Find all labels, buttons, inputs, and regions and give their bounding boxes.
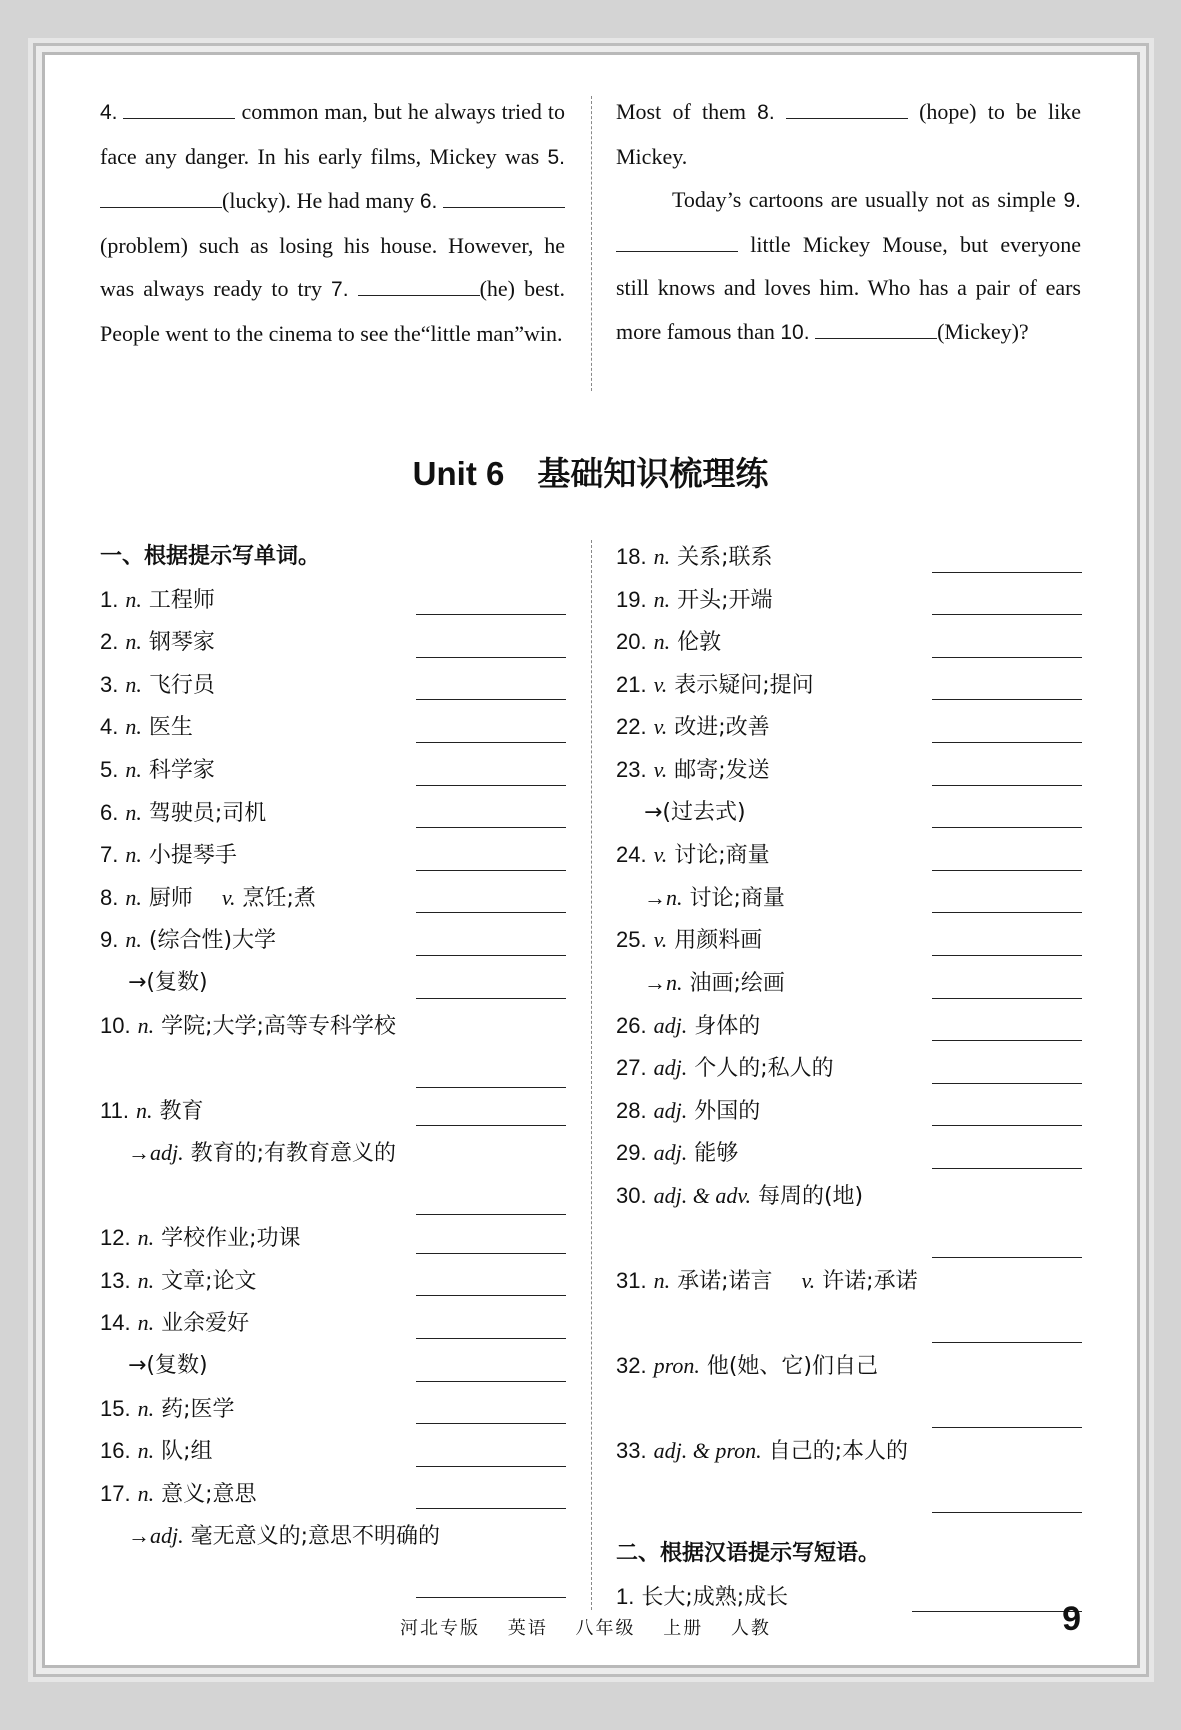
answer-line[interactable] <box>416 614 566 615</box>
list-item <box>616 877 1082 920</box>
part-of-speech: v. <box>653 756 668 782</box>
list-item <box>100 834 566 877</box>
item-hint: 队;组 <box>161 1439 213 1465</box>
footer-grade: 八年级 <box>575 1618 636 1639</box>
list-item <box>100 1388 566 1431</box>
part-of-speech: n. <box>125 799 142 825</box>
derived-form-hint: 油画;绘画 <box>689 970 785 996</box>
blank-number: 10. <box>780 320 810 344</box>
item-number: 10. <box>100 1012 131 1038</box>
footer-edition: 河北专版 <box>400 1618 480 1639</box>
item-hint: 小提琴手 <box>148 843 237 869</box>
part-of-speech: n. <box>135 1097 153 1123</box>
derived-form-label: →n. <box>644 884 683 910</box>
item-hint: 身体的 <box>694 1013 761 1039</box>
list-item <box>616 1005 1082 1048</box>
blank-number: 8. <box>757 101 775 124</box>
item-hint: 承诺;诺言 <box>677 1268 773 1294</box>
item-hint: 钢琴家 <box>148 630 215 656</box>
part-of-speech: n. <box>125 884 142 910</box>
item-hint: 开头;开端 <box>677 587 773 613</box>
item-hint: (综合性)大学 <box>148 928 277 954</box>
part-of-speech: adj. <box>653 1140 688 1166</box>
derived-form-hint: →(复数) <box>128 1352 208 1378</box>
answer-line[interactable] <box>932 1427 1082 1428</box>
part-of-speech: n. <box>137 1225 155 1251</box>
list-item <box>616 919 1082 962</box>
item-hint: 改进;改善 <box>674 715 770 741</box>
part-of-speech: n. <box>125 586 142 612</box>
item-hint: 学校作业;功课 <box>161 1226 301 1252</box>
item-hint: 每周的(地) <box>757 1183 864 1209</box>
unit-title: Unit 6 基础知识梳理练 <box>412 455 769 492</box>
answer-line[interactable] <box>416 699 566 700</box>
item-hint: 许诺;承诺 <box>822 1268 918 1294</box>
list-item <box>100 877 566 920</box>
item-number: 29. <box>616 1140 647 1166</box>
answer-line[interactable] <box>416 998 566 999</box>
section-heading: 一、根据提示写单词。 <box>100 544 321 569</box>
part-of-speech: v. <box>653 927 668 953</box>
part-of-speech: n. <box>137 1438 155 1464</box>
answer-line[interactable] <box>416 1214 566 1215</box>
answer-line[interactable] <box>416 1423 566 1424</box>
list-item <box>100 1302 566 1345</box>
list-item <box>100 1132 566 1217</box>
list-item <box>616 1047 1082 1090</box>
answer-line[interactable] <box>416 827 566 828</box>
item-number: 3. <box>100 671 119 697</box>
list-item <box>616 834 1082 877</box>
derived-form-label: →adj. <box>128 1523 184 1549</box>
part-of-speech: v. <box>653 714 668 740</box>
list-item <box>616 536 1082 579</box>
item-hint: 自己的;本人的 <box>768 1438 908 1464</box>
item-number: 2. <box>100 629 119 655</box>
list-item <box>616 749 1082 792</box>
column-divider <box>591 540 592 1610</box>
answer-blank-5[interactable] <box>100 185 222 208</box>
part-of-speech: n. <box>653 586 671 612</box>
list-item <box>100 1473 566 1516</box>
exercise-left-column <box>100 536 566 1600</box>
item-hint: 工程师 <box>148 587 215 613</box>
item-number: 9. <box>100 927 119 953</box>
answer-line[interactable] <box>932 827 1082 828</box>
item-number: 6. <box>100 799 119 825</box>
list-item <box>616 1090 1082 1133</box>
answer-line[interactable] <box>932 614 1082 615</box>
answer-line[interactable] <box>416 742 566 743</box>
answer-line[interactable] <box>932 572 1082 573</box>
part-of-speech: n. <box>125 671 142 697</box>
list-item <box>100 1260 566 1303</box>
derived-form-hint: →(过去式) <box>644 799 746 825</box>
item-number: 8. <box>100 884 119 910</box>
answer-line[interactable] <box>932 912 1082 913</box>
list-item <box>100 1515 566 1600</box>
item-hint: 能够 <box>694 1141 739 1167</box>
list-item <box>616 1576 1082 1619</box>
part-of-speech: n. <box>137 1480 155 1506</box>
part-of-speech: v. <box>801 1267 816 1293</box>
item-number: 13. <box>100 1267 131 1293</box>
list-item <box>100 919 566 962</box>
blank-number: 9. <box>1063 189 1081 212</box>
item-hint: 讨论;商量 <box>674 843 770 869</box>
blank-number: 6. <box>419 190 438 213</box>
derived-form-label: →n. <box>644 969 683 995</box>
item-number: 18. <box>616 544 647 569</box>
part-of-speech: n. <box>137 1012 155 1038</box>
answer-line[interactable] <box>416 912 566 913</box>
list-item <box>616 621 1082 664</box>
answer-line[interactable] <box>932 657 1082 658</box>
phrase-list <box>616 1576 1082 1619</box>
passage-text: (Mickey)? <box>937 318 1029 344</box>
derived-form-hint: 教育的;有教育意义的 <box>190 1141 397 1167</box>
answer-line[interactable] <box>932 1083 1082 1084</box>
item-hint: 文章;论文 <box>161 1268 257 1294</box>
item-number: 5. <box>100 756 119 782</box>
list-item <box>616 1260 1082 1345</box>
passage-text: (hope) to be like Mickey. <box>616 99 1081 169</box>
item-number: 30. <box>616 1182 647 1208</box>
list-item <box>616 962 1082 1005</box>
part-of-speech: n. <box>125 927 142 953</box>
answer-line[interactable] <box>932 955 1082 956</box>
answer-line[interactable] <box>416 657 566 658</box>
part-of-speech: n. <box>653 629 671 655</box>
column-divider <box>591 96 592 391</box>
part-of-speech: n. <box>653 1267 671 1293</box>
list-item <box>616 579 1082 622</box>
passage-text: (lucky). He had many <box>222 188 415 213</box>
passage-text: (problem) such as losing his house. However, he was always ready to try <box>100 232 565 301</box>
list-item <box>100 1217 566 1260</box>
part-of-speech: n. <box>137 1267 155 1293</box>
derived-form-hint: →(复数) <box>128 969 208 995</box>
item-number: 4. <box>100 714 119 740</box>
passage-text: common man, but he always tried to face any danger. In his early films, Mickey was <box>100 99 566 169</box>
list-item <box>100 1430 566 1473</box>
item-number: 27. <box>616 1055 647 1081</box>
footer-publisher: 人教 <box>730 1618 771 1639</box>
section-heading: 二、根据汉语提示写短语。 <box>616 1540 881 1566</box>
answer-line[interactable] <box>416 1466 566 1467</box>
item-number: 21. <box>616 671 647 697</box>
answer-blank-9[interactable] <box>616 229 738 252</box>
item-number: 31. <box>616 1267 647 1293</box>
part-of-speech: n. <box>653 544 671 569</box>
footer <box>400 1614 791 1640</box>
item-hint: 科学家 <box>148 757 215 783</box>
answer-line[interactable] <box>932 1040 1082 1041</box>
answer-line[interactable] <box>416 1381 566 1382</box>
part-of-speech: n. <box>125 842 142 868</box>
derived-form-label: →adj. <box>128 1140 184 1166</box>
footer-volume: 上册 <box>663 1618 704 1639</box>
passage-left-column <box>100 90 565 355</box>
answer-line[interactable] <box>932 1125 1082 1126</box>
answer-line[interactable] <box>416 1125 566 1126</box>
answer-line[interactable] <box>932 998 1082 999</box>
blank-number: 7. <box>331 278 349 301</box>
list-item <box>616 664 1082 707</box>
part-of-speech: n. <box>125 629 142 655</box>
blank-number: 4. <box>100 101 118 124</box>
item-hint: 表示疑问;提问 <box>674 672 814 698</box>
item-number: 25. <box>616 927 647 953</box>
answer-line[interactable] <box>416 785 566 786</box>
answer-line[interactable] <box>932 699 1082 700</box>
answer-blank-7[interactable] <box>358 273 480 296</box>
item-number: 14. <box>100 1310 131 1336</box>
item-number: 7. <box>100 842 119 868</box>
part-of-speech: n. <box>125 714 142 740</box>
passage-text: little Mickey Mouse, but everyone still knows and loves him. Who has a pair of ears more famous than <box>616 231 1082 344</box>
item-number: 23. <box>616 756 647 782</box>
answer-line[interactable] <box>932 1512 1082 1513</box>
page-number: 9 <box>1062 1600 1081 1638</box>
list-item <box>100 706 566 749</box>
item-number: 24. <box>616 842 647 868</box>
answer-line[interactable] <box>416 955 566 956</box>
answer-line[interactable] <box>416 1338 566 1339</box>
part-of-speech: n. <box>125 756 142 782</box>
list-item <box>616 706 1082 749</box>
answer-line[interactable] <box>416 1597 566 1598</box>
derived-form-hint: 毫无意义的;意思不明确的 <box>190 1524 441 1550</box>
item-hint: 用颜料画 <box>674 928 763 954</box>
item-hint: 关系;联系 <box>677 545 773 570</box>
part-of-speech: adj. & pron. <box>653 1437 762 1463</box>
item-hint: 教育 <box>159 1098 204 1124</box>
list-item <box>100 1005 566 1090</box>
item-number: 11. <box>100 1097 129 1123</box>
word-list-right <box>616 536 1082 1515</box>
derived-form-hint: 讨论;商量 <box>689 885 785 911</box>
item-number: 12. <box>100 1225 131 1251</box>
answer-blank-6[interactable] <box>443 185 565 208</box>
item-hint: 邮寄;发送 <box>674 757 770 783</box>
answer-line[interactable] <box>932 1257 1082 1258</box>
list-item <box>616 1345 1082 1430</box>
part-of-speech: v. <box>653 671 668 697</box>
item-hint: 飞行员 <box>148 672 215 698</box>
item-number: 28. <box>616 1097 647 1123</box>
list-item <box>100 749 566 792</box>
passage-right-column <box>616 90 1081 354</box>
answer-blank-8[interactable] <box>786 96 908 119</box>
answer-line[interactable] <box>932 1342 1082 1343</box>
item-number: 26. <box>616 1012 647 1038</box>
item-number: 17. <box>100 1480 131 1506</box>
part-of-speech: n. <box>137 1310 155 1336</box>
part-of-speech: n. <box>137 1395 155 1421</box>
item-number: 1. <box>616 1583 635 1609</box>
answer-line[interactable] <box>416 1087 566 1088</box>
list-item <box>100 579 566 622</box>
item-hint: 驾驶员;司机 <box>148 800 267 826</box>
part-of-speech: pron. <box>653 1352 700 1378</box>
list-item <box>616 1175 1082 1260</box>
item-hint: 长大;成熟;成长 <box>641 1584 789 1610</box>
passage-text: Today’s cartoons are usually not as simple <box>672 187 1057 212</box>
part-of-speech: v. <box>653 842 668 868</box>
answer-line[interactable] <box>912 1611 1082 1612</box>
word-list-left <box>100 579 566 1601</box>
item-hint: 医生 <box>148 715 193 741</box>
item-hint: 伦敦 <box>677 630 722 656</box>
passage-text: (he) best. People went to the cinema to see the“little man”win. <box>100 276 566 346</box>
answer-line[interactable] <box>416 1295 566 1296</box>
list-item <box>100 792 566 835</box>
answer-line[interactable] <box>416 1508 566 1509</box>
passage-text: Most of them <box>616 99 746 124</box>
item-hint: 意义;意思 <box>161 1481 257 1507</box>
list-item <box>100 621 566 664</box>
list-item <box>616 1430 1082 1515</box>
answer-line[interactable] <box>416 1253 566 1254</box>
list-item <box>100 962 566 1005</box>
exercise-right-column <box>616 536 1082 1618</box>
item-number: 19. <box>616 586 647 612</box>
item-hint: 药;医学 <box>161 1396 235 1422</box>
item-hint: 学院;大学;高等专科学校 <box>161 1013 396 1039</box>
item-number: 16. <box>100 1438 131 1464</box>
footer-subject: 英语 <box>507 1618 548 1639</box>
item-hint: 厨师 <box>148 885 193 911</box>
answer-line[interactable] <box>932 1168 1082 1169</box>
answer-blank-10[interactable] <box>815 316 937 339</box>
part-of-speech: adj. & adv. <box>653 1182 751 1208</box>
item-hint: 外国的 <box>694 1098 761 1124</box>
item-number: 15. <box>100 1395 131 1421</box>
list-item <box>616 1132 1082 1175</box>
item-number: 1. <box>100 586 119 612</box>
part-of-speech: v. <box>221 884 236 910</box>
item-hint: 他(她、它)们自己 <box>706 1353 879 1379</box>
item-hint: 个人的;私人的 <box>694 1056 834 1082</box>
item-hint: 烹饪;煮 <box>242 885 316 911</box>
answer-line[interactable] <box>932 870 1082 871</box>
answer-line[interactable] <box>932 742 1082 743</box>
part-of-speech: adj. <box>653 1055 688 1081</box>
answer-line[interactable] <box>416 870 566 871</box>
answer-line[interactable] <box>932 785 1082 786</box>
item-hint: 业余爱好 <box>161 1311 250 1337</box>
part-of-speech: adj. <box>653 1012 688 1038</box>
item-number: 32. <box>616 1352 647 1378</box>
list-item <box>100 1090 566 1133</box>
answer-blank-4[interactable] <box>123 96 235 119</box>
list-item <box>100 1345 566 1388</box>
blank-number: 5. <box>547 145 566 169</box>
item-number: 33. <box>616 1437 647 1463</box>
item-number: 22. <box>616 714 647 740</box>
item-number: 20. <box>616 629 647 655</box>
part-of-speech: adj. <box>653 1097 688 1123</box>
list-item <box>616 792 1082 835</box>
list-item <box>100 664 566 707</box>
